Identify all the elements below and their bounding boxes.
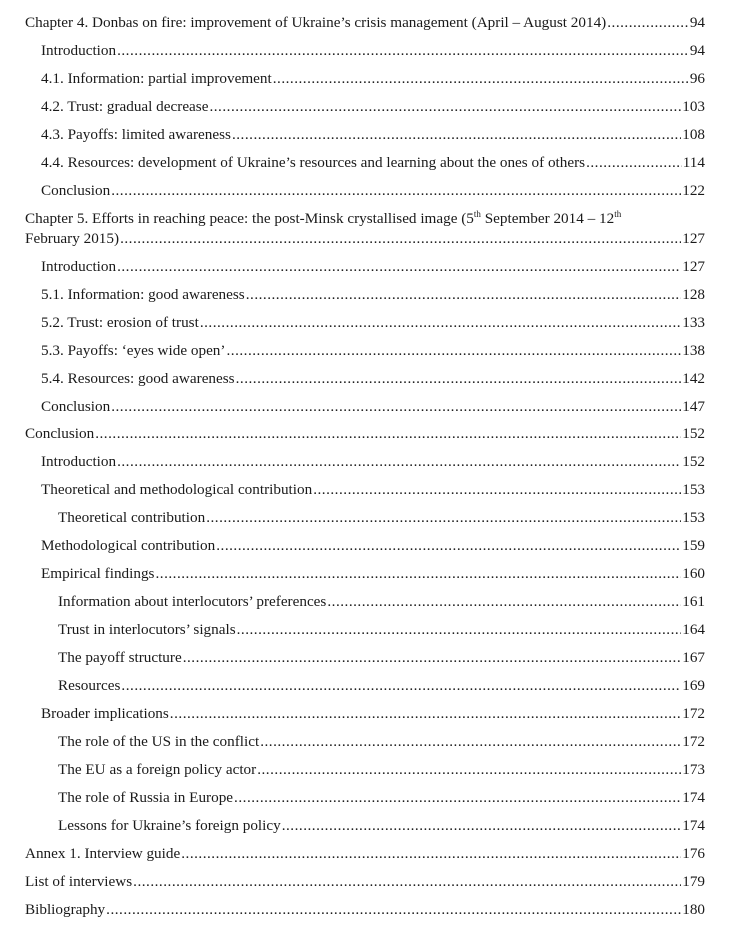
toc-entry-title: Annex 1. Interview guide	[25, 845, 181, 862]
toc-entry[interactable]	[0, 845, 729, 865]
dot-leader	[200, 314, 681, 332]
toc-entry-page: 96	[689, 70, 705, 87]
toc-entry-page: 179	[682, 873, 705, 890]
toc-entry-page: 169	[682, 677, 705, 694]
toc-entry-page: 94	[689, 42, 705, 59]
toc-entry[interactable]	[0, 342, 729, 362]
dot-leader	[181, 845, 681, 863]
toc-entry-page: 174	[682, 817, 705, 834]
toc-entry-title: Broader implications	[41, 705, 169, 722]
dot-leader	[117, 453, 681, 471]
toc-entry-title: 5.1. Information: good awareness	[41, 286, 245, 303]
toc-entry[interactable]	[0, 705, 729, 725]
toc-entry[interactable]	[0, 817, 729, 837]
toc-entry[interactable]	[0, 314, 729, 334]
toc-entry-title: 5.2. Trust: erosion of trust	[41, 314, 199, 331]
toc-entry-page: 138	[682, 342, 705, 359]
toc-entry-page: 176	[682, 845, 705, 862]
toc-entry[interactable]	[0, 901, 729, 921]
toc-entry[interactable]	[0, 481, 729, 501]
toc-entry-title: Introduction	[41, 42, 117, 59]
toc-entry-page: 128	[682, 286, 705, 303]
toc-entry-title: Introduction	[41, 258, 117, 275]
toc-entry-title: Conclusion	[25, 425, 95, 442]
toc-entry-title: Methodological contribution	[41, 537, 216, 554]
toc-entry-title: 5.4. Resources: good awareness	[41, 370, 235, 387]
dot-leader	[95, 425, 681, 443]
toc-entry-title: 5.3. Payoffs: ‘eyes wide open’	[41, 342, 226, 359]
dot-leader	[117, 258, 681, 276]
toc-entry-page: 164	[682, 621, 705, 638]
toc-entry-page: 114	[682, 154, 705, 171]
chapter-5-title-line-2: February 2015)	[25, 230, 120, 247]
toc-entry-page: 152	[682, 453, 705, 470]
dot-leader	[586, 154, 682, 172]
dot-leader	[120, 230, 681, 248]
toc-entry[interactable]	[0, 649, 729, 669]
chapter-5-title-part: September 2014 – 12	[480, 210, 615, 227]
toc-entry-title: Conclusion	[41, 398, 111, 415]
toc-entry[interactable]	[0, 453, 729, 473]
toc-entry-page: 172	[682, 733, 705, 750]
toc-entry-page: 127	[682, 230, 705, 247]
toc-entry[interactable]	[0, 873, 729, 893]
toc-entry-page: 142	[682, 370, 705, 387]
chapter-5-title-line-1	[25, 210, 705, 228]
toc-entry-title: Information about interlocutors’ preferences	[58, 593, 327, 610]
toc-entry-title: Chapter 4. Donbas on fire: improvement of Ukraine’s crisis management (April – August 2014)	[25, 14, 607, 31]
dot-leader	[209, 98, 681, 116]
toc-entry-title: Bibliography	[25, 901, 106, 918]
toc-entry-page: 174	[682, 789, 705, 806]
toc-entry[interactable]	[0, 258, 729, 278]
toc-entry-page: 172	[682, 705, 705, 722]
dot-leader	[282, 817, 682, 835]
dot-leader	[133, 873, 681, 891]
toc-entry-page: 160	[682, 565, 705, 582]
toc-entry-page: 147	[682, 398, 705, 415]
superscript: th	[614, 209, 622, 219]
toc-entry-page: 161	[682, 593, 705, 610]
toc-entry[interactable]	[0, 42, 729, 62]
dot-leader	[327, 593, 681, 611]
toc-entry[interactable]	[0, 733, 729, 753]
dot-leader	[607, 14, 689, 32]
dot-leader	[236, 370, 682, 388]
toc-entry-page: 108	[682, 126, 705, 143]
dot-leader	[260, 733, 681, 751]
toc-entry-title: Theoretical contribution	[58, 509, 206, 526]
dot-leader	[257, 761, 681, 779]
toc-entry[interactable]	[0, 98, 729, 118]
dot-leader	[234, 789, 681, 807]
dot-leader	[155, 565, 681, 583]
toc-entry-page: 180	[682, 901, 705, 918]
dot-leader	[273, 70, 689, 88]
toc-entry-title: Theoretical and methodological contribution	[41, 481, 313, 498]
toc-entry-title: The role of Russia in Europe	[58, 789, 234, 806]
dot-leader	[183, 649, 682, 667]
toc-entry-title: Resources	[58, 677, 121, 694]
toc-entry[interactable]	[0, 789, 729, 809]
toc-entry-title: 4.4. Resources: development of Ukraine’s resources and learning about the ones of others	[41, 154, 586, 171]
toc-entry[interactable]	[0, 425, 729, 445]
toc-entry[interactable]	[0, 621, 729, 641]
toc-entry[interactable]	[0, 398, 729, 418]
toc-entry-title: 4.3. Payoffs: limited awareness	[41, 126, 231, 143]
dot-leader	[226, 342, 681, 360]
toc-entry-title: Introduction	[41, 453, 117, 470]
toc-entry-title: The EU as a foreign policy actor	[58, 761, 257, 778]
toc-entry-title: The role of the US in the conflict	[58, 733, 260, 750]
dot-leader	[117, 42, 689, 60]
toc-entry[interactable]	[0, 761, 729, 781]
toc-entry[interactable]	[0, 370, 729, 390]
toc-entry-page: 127	[682, 258, 705, 275]
toc-entry-page: 159	[682, 537, 705, 554]
toc-entry-title: Trust in interlocutors’ signals	[58, 621, 236, 638]
toc-entry[interactable]	[0, 14, 729, 34]
toc-entry-title: Lessons for Ukraine’s foreign policy	[58, 817, 281, 834]
toc-entry[interactable]	[0, 154, 729, 174]
toc-entry-title: 4.2. Trust: gradual decrease	[41, 98, 209, 115]
toc-entry-title: Empirical findings	[41, 565, 155, 582]
toc-entry-title: List of interviews	[25, 873, 133, 890]
dot-leader	[106, 901, 681, 919]
toc-entry[interactable]	[0, 593, 729, 613]
toc-entry-page: 152	[682, 425, 705, 442]
dot-leader	[237, 621, 682, 639]
toc-entry[interactable]	[0, 126, 729, 146]
toc-entry[interactable]	[0, 565, 729, 585]
toc-entry-page: 103	[682, 98, 705, 115]
dot-leader	[313, 481, 681, 499]
toc-entry[interactable]	[0, 182, 729, 202]
dot-leader	[121, 677, 681, 695]
toc-entry-page: 94	[689, 14, 705, 31]
toc-entry-page: 122	[682, 182, 705, 199]
toc-entry-page: 173	[682, 761, 705, 778]
dot-leader	[111, 398, 681, 416]
toc-entry-chapter-5[interactable]	[0, 210, 729, 258]
toc-entry-title: Conclusion	[41, 182, 111, 199]
chapter-5-title-part: Chapter 5. Efforts in reaching peace: the post-Minsk crystallised image (5	[25, 210, 474, 227]
dot-leader	[170, 705, 681, 723]
dot-leader	[232, 126, 681, 144]
toc-entry[interactable]	[0, 70, 729, 90]
toc-entry-page: 167	[682, 649, 705, 666]
toc-entry-page: 153	[682, 481, 705, 498]
toc-entry-title: The payoff structure	[58, 649, 182, 666]
toc-entry[interactable]	[0, 509, 729, 529]
toc-entry[interactable]	[0, 537, 729, 557]
dot-leader	[111, 182, 681, 200]
toc-entry-page: 133	[682, 314, 705, 331]
toc-entry[interactable]	[0, 286, 729, 306]
dot-leader	[206, 509, 681, 527]
toc-entry-title: 4.1. Information: partial improvement	[41, 70, 272, 87]
dot-leader	[216, 537, 681, 555]
toc-entry[interactable]	[0, 677, 729, 697]
superscript: th	[473, 209, 481, 219]
toc-entry-page: 153	[682, 509, 705, 526]
dot-leader	[246, 286, 682, 304]
